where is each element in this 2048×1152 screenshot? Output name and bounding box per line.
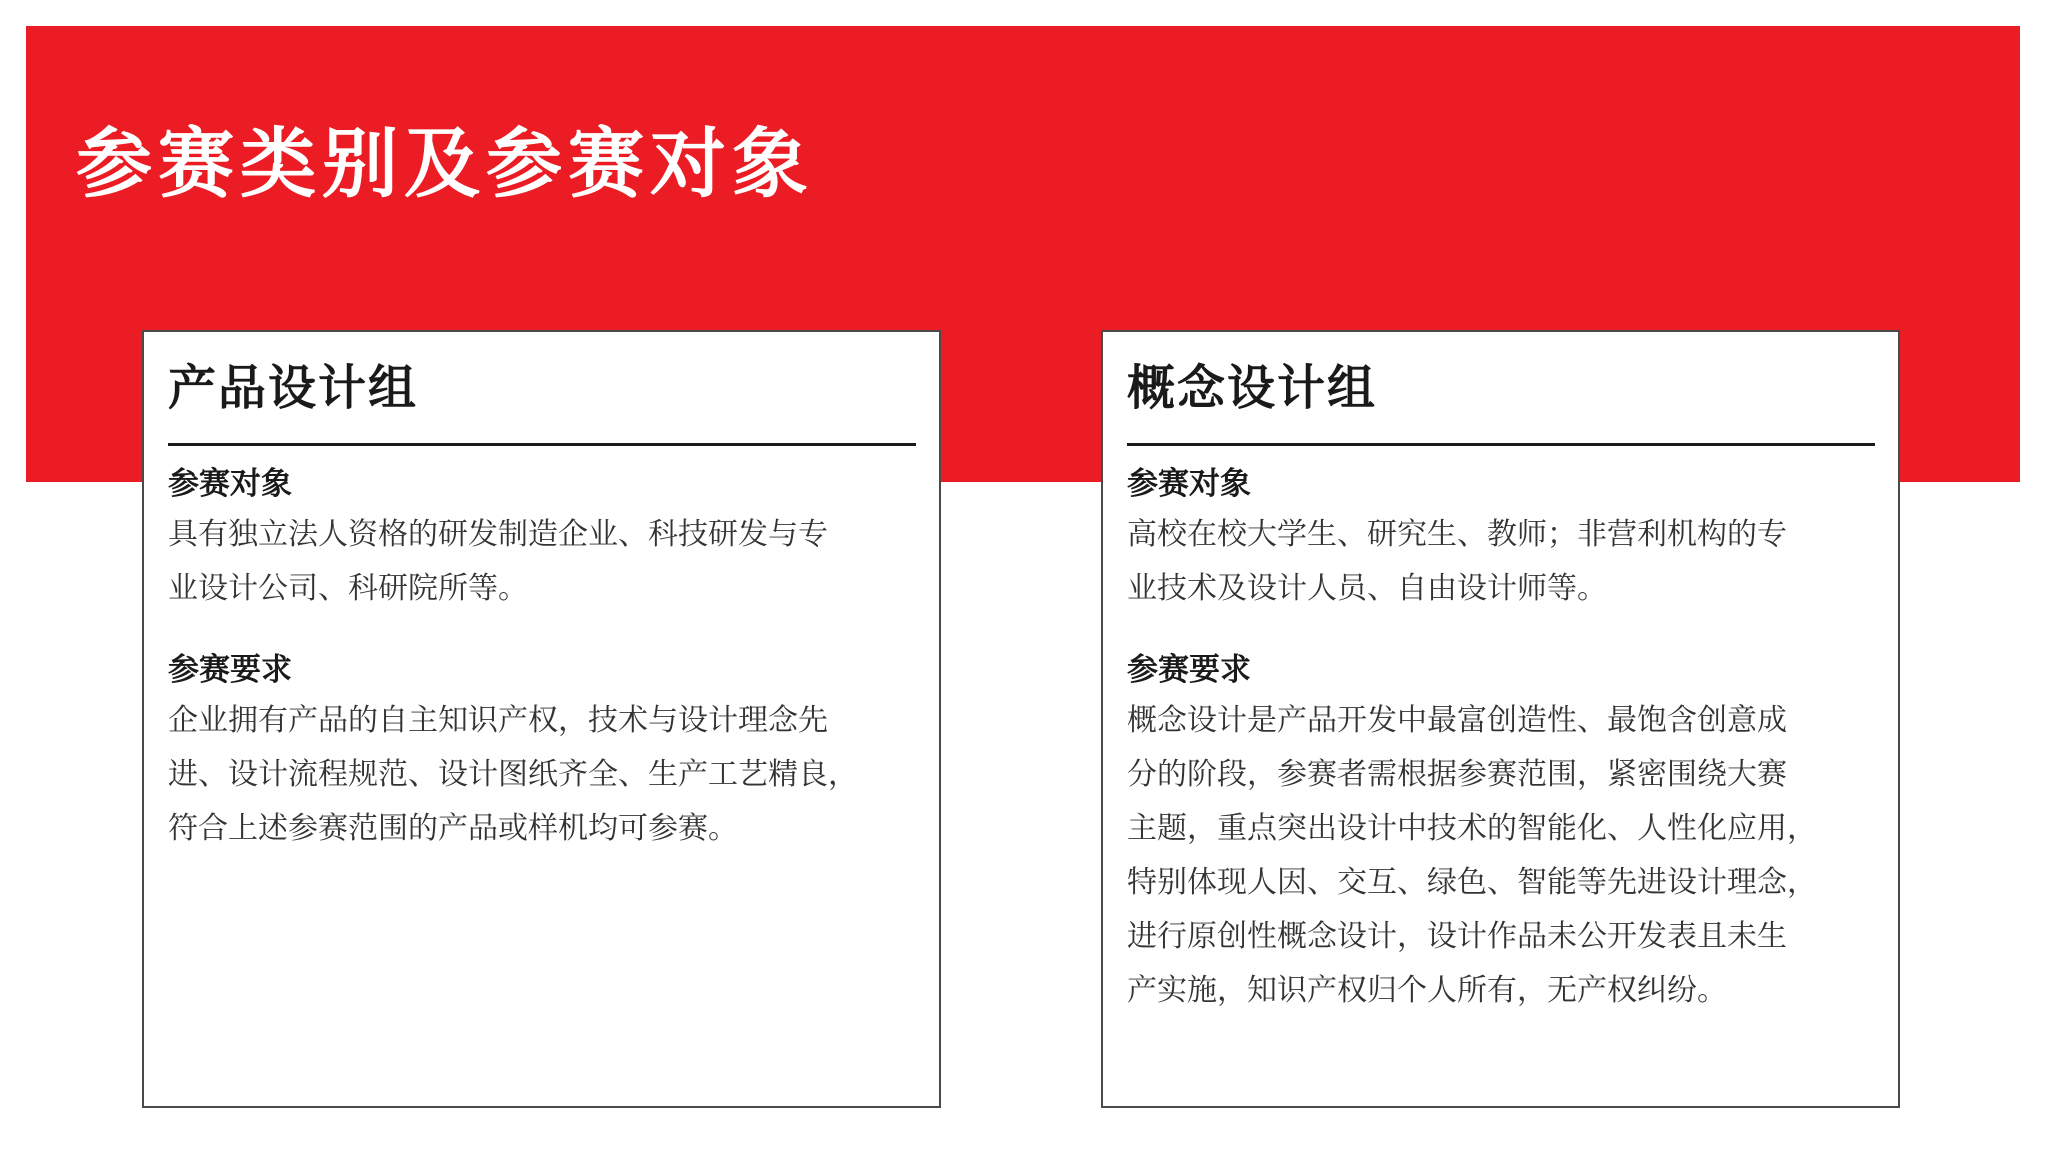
participants-text xyxy=(168,508,928,616)
text-line: 高校在校大学生、研究生、教师；非营利机构的专 xyxy=(1127,517,1787,552)
title-divider xyxy=(1127,443,1875,446)
text-line: 符合上述参赛范围的产品或样机均可参赛。 xyxy=(168,811,738,846)
text-line: 业技术及设计人员、自由设计师等。 xyxy=(1127,571,1607,606)
page-title: 参赛类别及参赛对象 xyxy=(76,119,814,208)
text-line: 企业拥有产品的自主知识产权，技术与设计理念先 xyxy=(168,703,828,738)
text-line: 进、设计流程规范、设计图纸齐全、生产工艺精良， xyxy=(168,757,858,792)
title-divider xyxy=(168,443,916,446)
product-design-group-card xyxy=(142,330,941,1108)
requirements-text xyxy=(1127,694,1887,1018)
concept-design-group-card xyxy=(1101,330,1900,1108)
participants-heading: 参赛对象 xyxy=(168,466,292,502)
text-line: 业设计公司、科研院所等。 xyxy=(168,571,528,606)
card-body xyxy=(1127,464,1887,1018)
card-title: 概念设计组 xyxy=(1127,360,1378,416)
requirements-heading: 参赛要求 xyxy=(1127,652,1251,688)
text-line: 产实施，知识产权归个人所有，无产权纠纷。 xyxy=(1127,973,1727,1008)
text-line: 具有独立法人资格的研发制造企业、科技研发与专 xyxy=(168,517,828,552)
requirements-text xyxy=(168,694,928,856)
participants-heading: 参赛对象 xyxy=(1127,466,1251,502)
text-line: 特别体现人因、交互、绿色、智能等先进设计理念， xyxy=(1127,865,1817,900)
text-line: 主题，重点突出设计中技术的智能化、人性化应用， xyxy=(1127,811,1817,846)
card-title: 产品设计组 xyxy=(168,360,419,416)
text-line: 概念设计是产品开发中最富创造性、最饱含创意成 xyxy=(1127,703,1787,738)
requirements-heading: 参赛要求 xyxy=(168,652,292,688)
text-line: 进行原创性概念设计，设计作品未公开发表且未生 xyxy=(1127,919,1787,954)
card-body xyxy=(168,464,928,856)
participants-text xyxy=(1127,508,1887,616)
text-line: 分的阶段，参赛者需根据参赛范围，紧密围绕大赛 xyxy=(1127,757,1787,792)
